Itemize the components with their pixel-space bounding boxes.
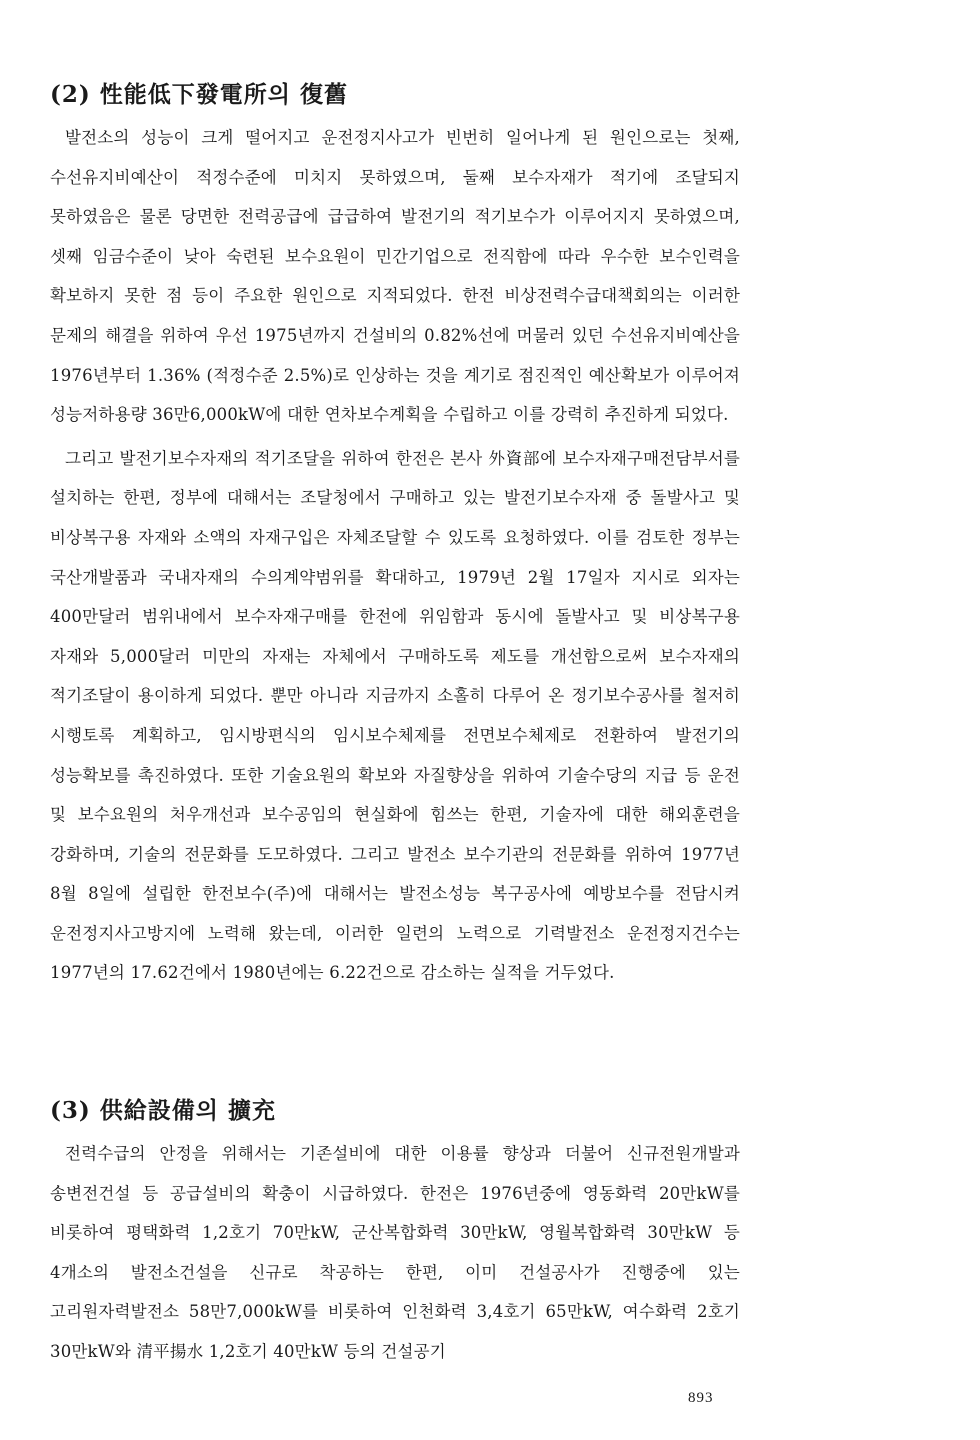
paragraph: 그리고 발전기보수자재의 적기조달을 위하여 한전은 본사 外資部에 보수자재구매전담부서를 설치하는 한편, 정부에 대해서는 조달청에서 구매하고 있는 발전기보수자재 중 돌발사고 및 비상복구용 자재와 소액의 자재구입은 자체조달할 수 있도록 요청하였다. 이를 검토한 정부는 국산개발품과 국내자재의 수의계약범위를 확대하고, 1979년 2월 17일자 지시로 외자는 400만달러 범위내에서 보수자재구매를 한전에 위임함과 동시에 돌발사고 및 비상복구용 자재와 5,000달러 미만의 자재는 자체에서 구매하도록 제도를 개선함으로써 보수자재의 적기조달이 용이하게 되었다. 뿐만 아니라 지금까지 소홀히 다루어 온 정기보수공사를 철저히 시행토록 계획하고, 임시방편식의 임시보수체제를 전면보수체제로 전환하여 발전기의 성능확보를 촉진하였다. 또한 기술요원의 확보와 자질향상을 위하여 기술수당의 지급 등 운전 및 보수요원의 처우개선과 보수공임의 현실화에 힘쓰는 한편, 기술자에 대한 해외훈련을 강화하며, 기술의 전문화를 도모하였다. 그리고 발전소 보수기관의 전문화를 위하여 1977년 8월 8일에 설립한 한전보수(주)에 대해서는 발전소성능 복구공사에 예방보수를 전담시켜 운전정지사고방지에 노력해 왔는데, 이러한 일련의 노력으로 기력발전소 운전정지건수는 1977년의 17.62건에서 1980년에는 6.22건으로 감소하는 실적을 거두었다. <box>50 448 740 983</box>
section-heading: (3) 供給設備의 擴充 <box>50 1097 277 1124</box>
paragraph: 발전소의 성능이 크게 떨어지고 운전정지사고가 빈번히 일어나게 된 원인으로는 첫째, 수선유지비예산이 적정수준에 미치지 못하였으며, 둘째 보수자재가 적기에 조달되지 못하였음은 물론 당면한 전력공급에 급급하여 발전기의 적기보수가 이루어지지 못하였으며, 셋째 임금수준이 낮아 숙련된 보수요원이 민간기업으로 전직함에 따라 우수한 보수인력을 확보하지 못한 점 등이 주요한 원인으로 지적되었다. 한전 비상전력수급대책회의는 이러한 문제의 해결을 위하여 우선 1975년까지 건설비의 0.82%선에 머물러 있던 수선유지비예산을 1976년부터 1.36% (적정수준 2.5%)로 인상하는 것을 계기로 점진적인 예산확보가 이루어져 성능저하용량 36만6,000kW에 대한 연차보수계획을 수립하고 이를 강력히 추진하게 되었다. <box>50 128 740 425</box>
section-performance-recovery <box>50 76 740 993</box>
section-heading: (2) 性能低下發電所의 復舊 <box>50 81 349 108</box>
page-number: 893 <box>688 1390 714 1406</box>
section-supply-expansion <box>50 1092 740 1372</box>
paragraph: 전력수급의 안정을 위해서는 기존설비에 대한 이용률 향상과 더불어 신규전원개발과 송변전건설 등 공급설비의 확충이 시급하였다. 한전은 1976년중에 영동화력 20만kW를 비롯하여 평택화력 1,2호기 70만kW, 군산복합화력 30만kW, 영월복합화력 30만kW 등 4개소의 발전소건설을 신규로 착공하는 한편, 이미 건설공사가 진행중에 있는 고리원자력발전소 58만7,000kW를 비롯하여 인천화력 3,4호기 65만kW, 여수화력 2호기 30만kW와 清平揚水 1,2호기 40만kW 등의 건설공기 <box>50 1144 740 1361</box>
